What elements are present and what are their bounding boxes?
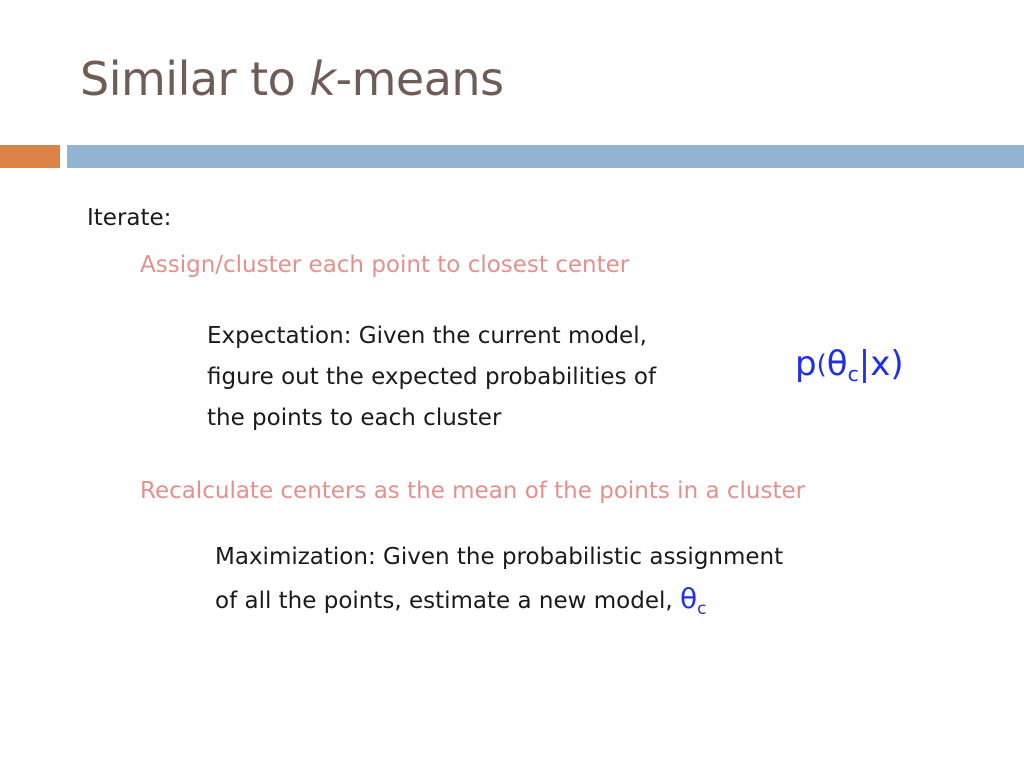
formula-theta: θ [826, 344, 848, 384]
maximization-paragraph [215, 537, 783, 629]
slide-title [80, 52, 504, 106]
formula-open-paren: ( [816, 350, 827, 380]
expectation-line: figure out the expected probabilities of [207, 364, 657, 390]
title-prefix: Similar to [80, 52, 310, 106]
expectation-line: Expectation: Given the current model, [207, 323, 647, 349]
formula-subscript: c [847, 362, 859, 386]
title-italic-k: k [309, 52, 336, 106]
theta-model-subscript: c [697, 598, 707, 618]
theta-model-symbol [680, 582, 707, 618]
formula-p: p [795, 344, 817, 384]
maximization-line-text: of all the points, estimate a new model, [215, 588, 680, 614]
formula-rest: |x) [858, 344, 904, 384]
expectation-paragraph [207, 316, 656, 439]
maximization-line: Maximization: Given the probabilistic assignment [215, 544, 784, 570]
expectation-line: the points to each cluster [207, 405, 502, 431]
maximization-line-with-theta [215, 578, 783, 629]
title-suffix: -means [335, 52, 504, 106]
assign-step: Assign/cluster each point to closest center [140, 252, 630, 278]
theta-model-theta: θ [680, 582, 698, 615]
posterior-formula [795, 344, 904, 386]
accent-bar-blue [67, 145, 1024, 168]
iterate-label: Iterate: [87, 205, 172, 231]
accent-bar-orange [0, 145, 60, 168]
recalculate-step: Recalculate centers as the mean of the points in a cluster [140, 478, 806, 504]
